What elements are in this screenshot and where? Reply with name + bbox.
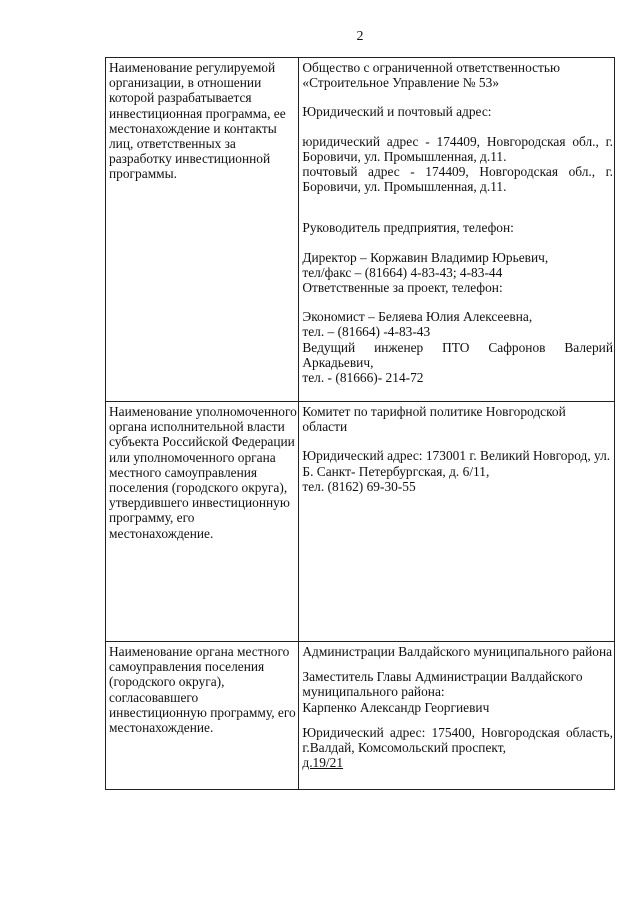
deputy-title: Заместитель Главы Администрации Валдайского муниципального района: [302, 669, 583, 700]
economist-phone: тел. – (81664) -4-83-43 [302, 324, 431, 340]
table-row [106, 642, 615, 790]
row-label-coordinating-authority: Наименование органа местного самоуправления поселения (городского округа), согласовавшего инвестиционную программу, его местонахождение. [106, 642, 299, 790]
head-heading: Руководитель предприятия, телефон: [302, 220, 514, 236]
org-phone: тел. (8162) 69-30-55 [302, 478, 416, 494]
economist-name: Экономист – Беляева Юлия Алексеевна, [302, 309, 533, 325]
legal-address-building: д.19/21 [302, 755, 344, 771]
legal-address: Юридический адрес: 175400, Новгородская область, г.Валдай, Комсомольский проспект, [302, 724, 613, 756]
org-name: Общество с ограниченной ответственностью «Строительное Управление № 53» [302, 60, 561, 91]
director-phone: тел/факс – (81664) 4-83-43; 4-83-44 [302, 264, 503, 280]
postal-address: почтовый адрес - 174409, Новгородская обл., г. Боровичи, ул. Промышленная, д.11. [302, 164, 613, 195]
responsible-heading: Ответственные за проект, телефон: [302, 280, 503, 296]
row-value-coordinating-authority [299, 642, 615, 790]
table-row [106, 58, 615, 402]
row-label-regulated-org: Наименование регулируемой организации, в отношении которой разрабатывается инвестиционная программа, ее местонахождение и контакты лиц, ответственных за разработку инвестиционной программы. [106, 58, 299, 402]
director-name: Директор – Коржавин Владимир Юрьевич, [302, 249, 549, 265]
engineer-name: Ведущий инженер ПТО Сафронов Валерий Аркадьевич, [302, 339, 613, 370]
address-heading: Юридический и почтовый адрес: [302, 104, 492, 120]
row-value-regulated-org [299, 58, 615, 402]
table-row [106, 402, 615, 642]
page-number: 2 [356, 29, 364, 44]
info-table [105, 57, 615, 790]
org-name: Комитет по тарифной политике Новгородской области [302, 404, 566, 435]
engineer-phone: тел. - (81666)- 214-72 [302, 370, 424, 386]
row-label-approving-authority: Наименование уполномоченного органа исполнительной власти субъекта Российской Федерации или уполномоченного органа местного самоуправления поселения (городского округа), утвердившего инвестиционную программу, его местонахождение. [106, 402, 299, 642]
legal-address: Юридический адрес: 173001 г. Великий Новгород, ул. Б. Санкт- Петербургская, д. 6/11, [302, 448, 611, 479]
deputy-name: Карпенко Александр Георгиевич [302, 699, 490, 715]
row-value-approving-authority [299, 402, 615, 642]
org-name: Администрации Валдайского муниципального района [302, 644, 613, 659]
legal-address: юридический адрес - 174409, Новгородская обл., г. Боровичи, ул. Промышленная, д.11. [302, 133, 613, 164]
